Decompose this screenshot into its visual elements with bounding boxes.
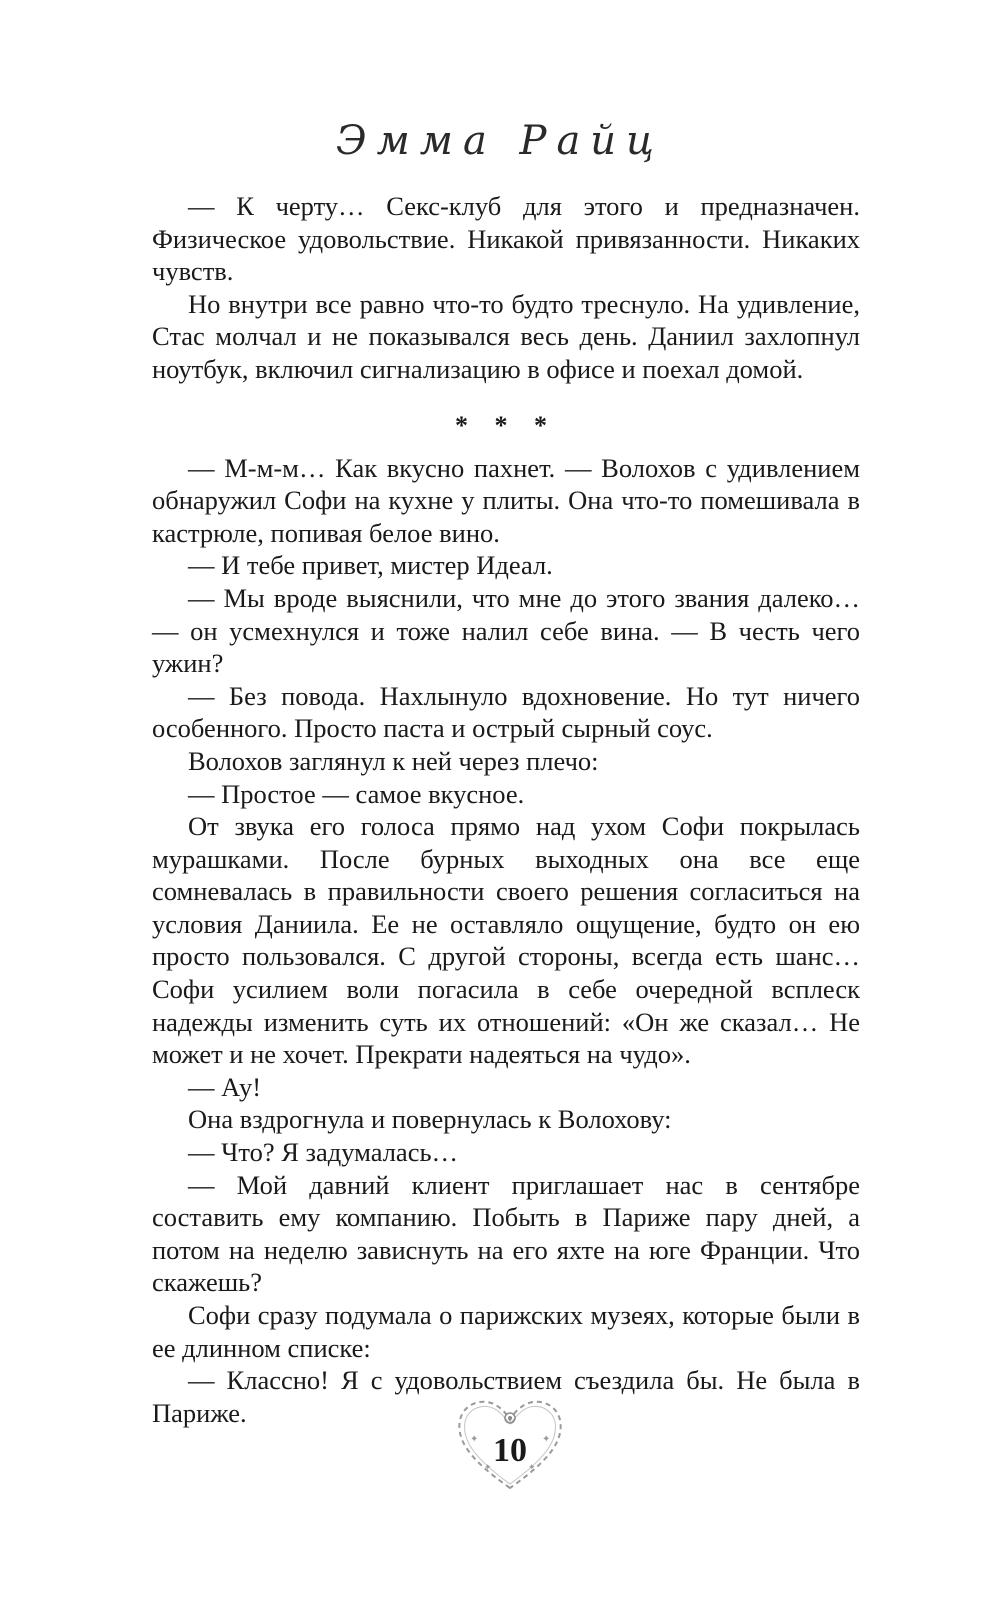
paragraph: — И тебе привет, мистер Идеал.	[188, 550, 553, 581]
paragraph: — Без повода. Нахлынуло вдохновение. Но тут ничего особенного. Просто паста и острый сырный соус.	[152, 680, 860, 744]
paragraph: — Что? Я задумалась…	[188, 1137, 459, 1168]
svg-text:✦: ✦	[470, 1434, 479, 1445]
paragraph: Волохов заглянул к ней через плечо:	[188, 745, 599, 776]
paragraph: — Классно! Я с удовольствием съездила бы. Не была в Париже.	[152, 1365, 860, 1428]
paragraph: От звука его голоса прямо над ухом Софи покрылась мурашками. После бурных выходных она все еще сомневалась в правильности своего решения согласиться на условия Даниила. Ее не оставляло ощущение, будто он ею просто пользовался. С другой стороны, всегда есть шанс… Софи усилием воли погасила в себе очередной всплеск надежды изменить суть их отношений: «Он же сказал… Не может и не хочет. Прекрати надеяться на чудо».	[152, 811, 860, 1070]
svg-text:✦: ✦	[484, 1462, 492, 1472]
paragraph: — К черту… Секс-клуб для этого и предназначен. Физическое удовольствие. Никакой привязанности. Никаких чувств.	[152, 191, 860, 287]
page-number: 10	[493, 1432, 527, 1469]
paragraph: — Ау!	[188, 1071, 262, 1102]
svg-text:✦: ✦	[528, 1462, 536, 1472]
running-head-title: Эмма Райц	[336, 118, 664, 164]
paragraph: — Мой давний клиент приглашает нас в сентябре составить ему компанию. Побыть в Париже пару дней, а потом на неделю зависнуть на его яхте на юге Франции. Что скажешь?	[152, 1169, 860, 1298]
paragraph: — Простое — самое вкусное.	[188, 778, 525, 809]
paragraph: Она вздрогнула и повернулась к Волохову:	[188, 1104, 672, 1135]
section-break: * * *	[455, 410, 557, 440]
paragraph: Но внутри все равно что-то будто треснуло. На удивление, Стас молчал и не показывался весь день. Даниил захлопнул ноутбук, включил сигнализацию в офисе и поехал домой.	[152, 288, 860, 384]
main-text	[152, 190, 860, 1429]
paragraph: Софи сразу подумала о парижских музеях, которые были в ее длинном списке:	[152, 1300, 860, 1363]
svg-text:✦: ✦	[542, 1434, 551, 1445]
paragraph: — М-м-м… Как вкусно пахнет. — Волохов с удивлением обнаружил Софи на кухне у плиты. Она что-то помешивала в кастрюле, попивая белое вино.	[152, 452, 860, 548]
paragraph: — Мы вроде выяснили, что мне до этого звания далеко… — он усмехнулся и тоже налил себе вина. — В честь чего ужин?	[152, 582, 860, 679]
page-folio	[450, 1388, 570, 1498]
